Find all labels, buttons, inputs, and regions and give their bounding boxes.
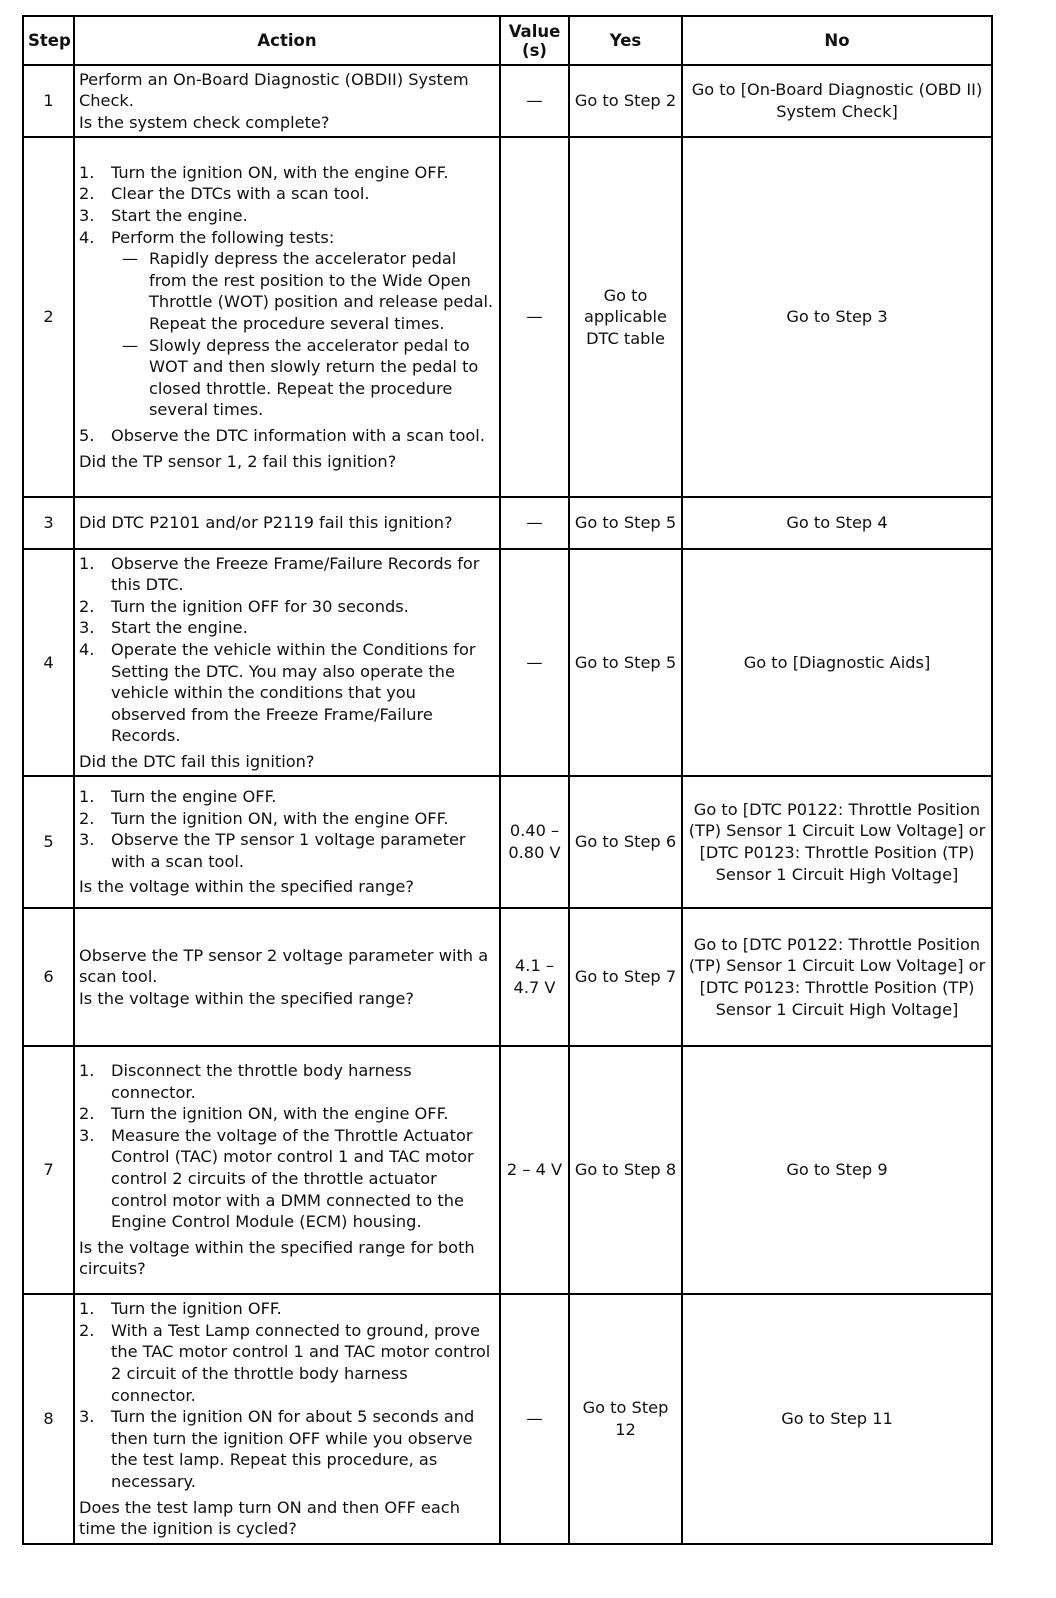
action-cell [74, 1046, 500, 1294]
list-item: 1. Turn the ignition OFF. [79, 1299, 282, 1319]
list-item: 4. Operate the vehicle within the Conditions for Setting the DTC. You may also operate the vehicle within the conditions that you observed from the Freeze Frame/Failure Records. [79, 639, 476, 746]
yes-cell: Go to Step 2 [569, 65, 682, 137]
action-cell [74, 137, 500, 497]
list-item: 3. Turn the ignition ON for about 5 seconds and then turn the ignition OFF while you observe the test lamp. Repeat this procedure, as necessary. [79, 1407, 475, 1491]
no-cell: Go to [On-Board Diagnostic (OBD II) System Check] [682, 65, 992, 137]
step-number: 3 [23, 497, 74, 549]
step-number: 8 [23, 1294, 74, 1544]
table-row [23, 497, 992, 549]
table-row [23, 549, 992, 776]
yes-cell: Go to applicable DTC table [569, 137, 682, 497]
list-item: 1. Observe the Freeze Frame/Failure Records for this DTC. [79, 553, 480, 595]
header-action: Action [74, 16, 500, 65]
action-cell [74, 65, 500, 137]
header-value: Value (s) [500, 16, 569, 65]
list-item: 5. Observe the DTC information with a scan tool. [79, 425, 485, 445]
action-cell [74, 1294, 500, 1544]
no-cell: Go to Step 3 [682, 137, 992, 497]
action-cell [74, 776, 500, 908]
value-cell: — [500, 65, 569, 137]
list-item: 3. Start the engine. [79, 206, 248, 226]
yes-cell: Go to Step 8 [569, 1046, 682, 1294]
value-cell: — [500, 137, 569, 497]
step-number: 7 [23, 1046, 74, 1294]
action-cell [74, 549, 500, 776]
header-no: No [682, 16, 992, 65]
yes-cell: Go to Step 6 [569, 776, 682, 908]
list-item: 2. Clear the DTCs with a scan tool. [79, 184, 370, 204]
list-item: 1. Turn the ignition ON, with the engine OFF. [79, 162, 449, 182]
list-item: 2. With a Test Lamp connected to ground, prove the TAC motor control 1 and TAC motor control 2 circuit of the throttle body harness connector. [79, 1320, 491, 1405]
no-cell: Go to Step 9 [682, 1046, 992, 1294]
value-cell: 0.40 – 0.80 V [500, 776, 569, 908]
list-item: 1. Disconnect the throttle body harness connector. [79, 1061, 412, 1102]
action-question: Does the test lamp turn ON and then OFF each time the ignition is cycled? [79, 1497, 460, 1539]
header-row [23, 16, 992, 65]
action-question: Is the system check complete? [79, 112, 330, 132]
action-text: Observe the TP sensor 2 voltage parameter with a scan tool. [79, 945, 489, 987]
list-item: 3. Observe the TP sensor 1 voltage parameter with a scan tool. [79, 830, 466, 871]
table-row [23, 137, 992, 497]
table-row [23, 1294, 992, 1544]
table-row [23, 908, 992, 1046]
table-row [23, 776, 992, 908]
no-cell: Go to [Diagnostic Aids] [682, 549, 992, 776]
yes-cell: Go to Step 5 [569, 497, 682, 549]
list-item: 1. Turn the engine OFF. [79, 787, 277, 807]
no-cell: Go to Step 11 [682, 1294, 992, 1544]
list-item: 3. Measure the voltage of the Throttle Actuator Control (TAC) motor control 1 and TAC motor control 2 circuits of the throttle actuator control motor with a DMM connected to the Engine Control Module (ECM) housing. [79, 1125, 474, 1232]
no-cell: Go to [DTC P0122: Throttle Position (TP) Sensor 1 Circuit Low Voltage] or [DTC P0123: Throttle Position (TP) Sensor 1 Circuit High Voltage] [682, 908, 992, 1046]
no-cell: Go to Step 4 [682, 497, 992, 549]
list-item: 2. Turn the ignition ON, with the engine OFF. [79, 1104, 449, 1124]
action-cell [74, 908, 500, 1046]
sub-list-item: — Slowly depress the accelerator pedal to WOT and then slowly return the pedal to closed throttle. Repeat the procedure several times. [121, 335, 479, 420]
list-item: 4. Perform the following tests: [79, 227, 335, 247]
value-cell: 2 – 4 V [500, 1046, 569, 1294]
step-number: 1 [23, 65, 74, 137]
value-cell: — [500, 497, 569, 549]
list-item: 2. Turn the ignition ON, with the engine OFF. [79, 808, 449, 828]
yes-cell: Go to Step 5 [569, 549, 682, 776]
action-question: Did the DTC fail this ignition? [79, 751, 315, 771]
yes-cell: Go to Step 12 [569, 1294, 682, 1544]
table-row [23, 65, 992, 137]
no-cell: Go to [DTC P0122: Throttle Position (TP) Sensor 1 Circuit Low Voltage] or [DTC P0123: Throttle Position (TP) Sensor 1 Circuit High Voltage] [682, 776, 992, 908]
action-question: Is the voltage within the specified range? [79, 877, 414, 897]
header-yes: Yes [569, 16, 682, 65]
step-number: 4 [23, 549, 74, 776]
value-cell: — [500, 549, 569, 776]
action-question: Is the voltage within the specified range? [79, 988, 414, 1008]
value-cell: 4.1 – 4.7 V [500, 908, 569, 1046]
diagnostic-table [22, 15, 993, 1545]
action-question: Is the voltage within the specified range for both circuits? [79, 1237, 475, 1279]
sub-list-item: — Rapidly depress the accelerator pedal from the rest position to the Wide Open Throttle (WOT) position and release pedal. Repeat the procedure several times. [121, 249, 494, 333]
step-number: 2 [23, 137, 74, 497]
action-question: Did the TP sensor 1, 2 fail this ignition? [79, 451, 397, 471]
value-cell: — [500, 1294, 569, 1544]
header-step: Step [23, 16, 74, 65]
step-number: 6 [23, 908, 74, 1046]
yes-cell: Go to Step 7 [569, 908, 682, 1046]
list-item: 3. Start the engine. [79, 618, 248, 638]
action-text: Perform an On-Board Diagnostic (OBDII) System Check. [79, 69, 469, 111]
list-item: 2. Turn the ignition OFF for 30 seconds. [79, 596, 409, 616]
step-number: 5 [23, 776, 74, 908]
action-text: Did DTC P2101 and/or P2119 fail this ignition? [74, 497, 500, 549]
table-row [23, 1046, 992, 1294]
